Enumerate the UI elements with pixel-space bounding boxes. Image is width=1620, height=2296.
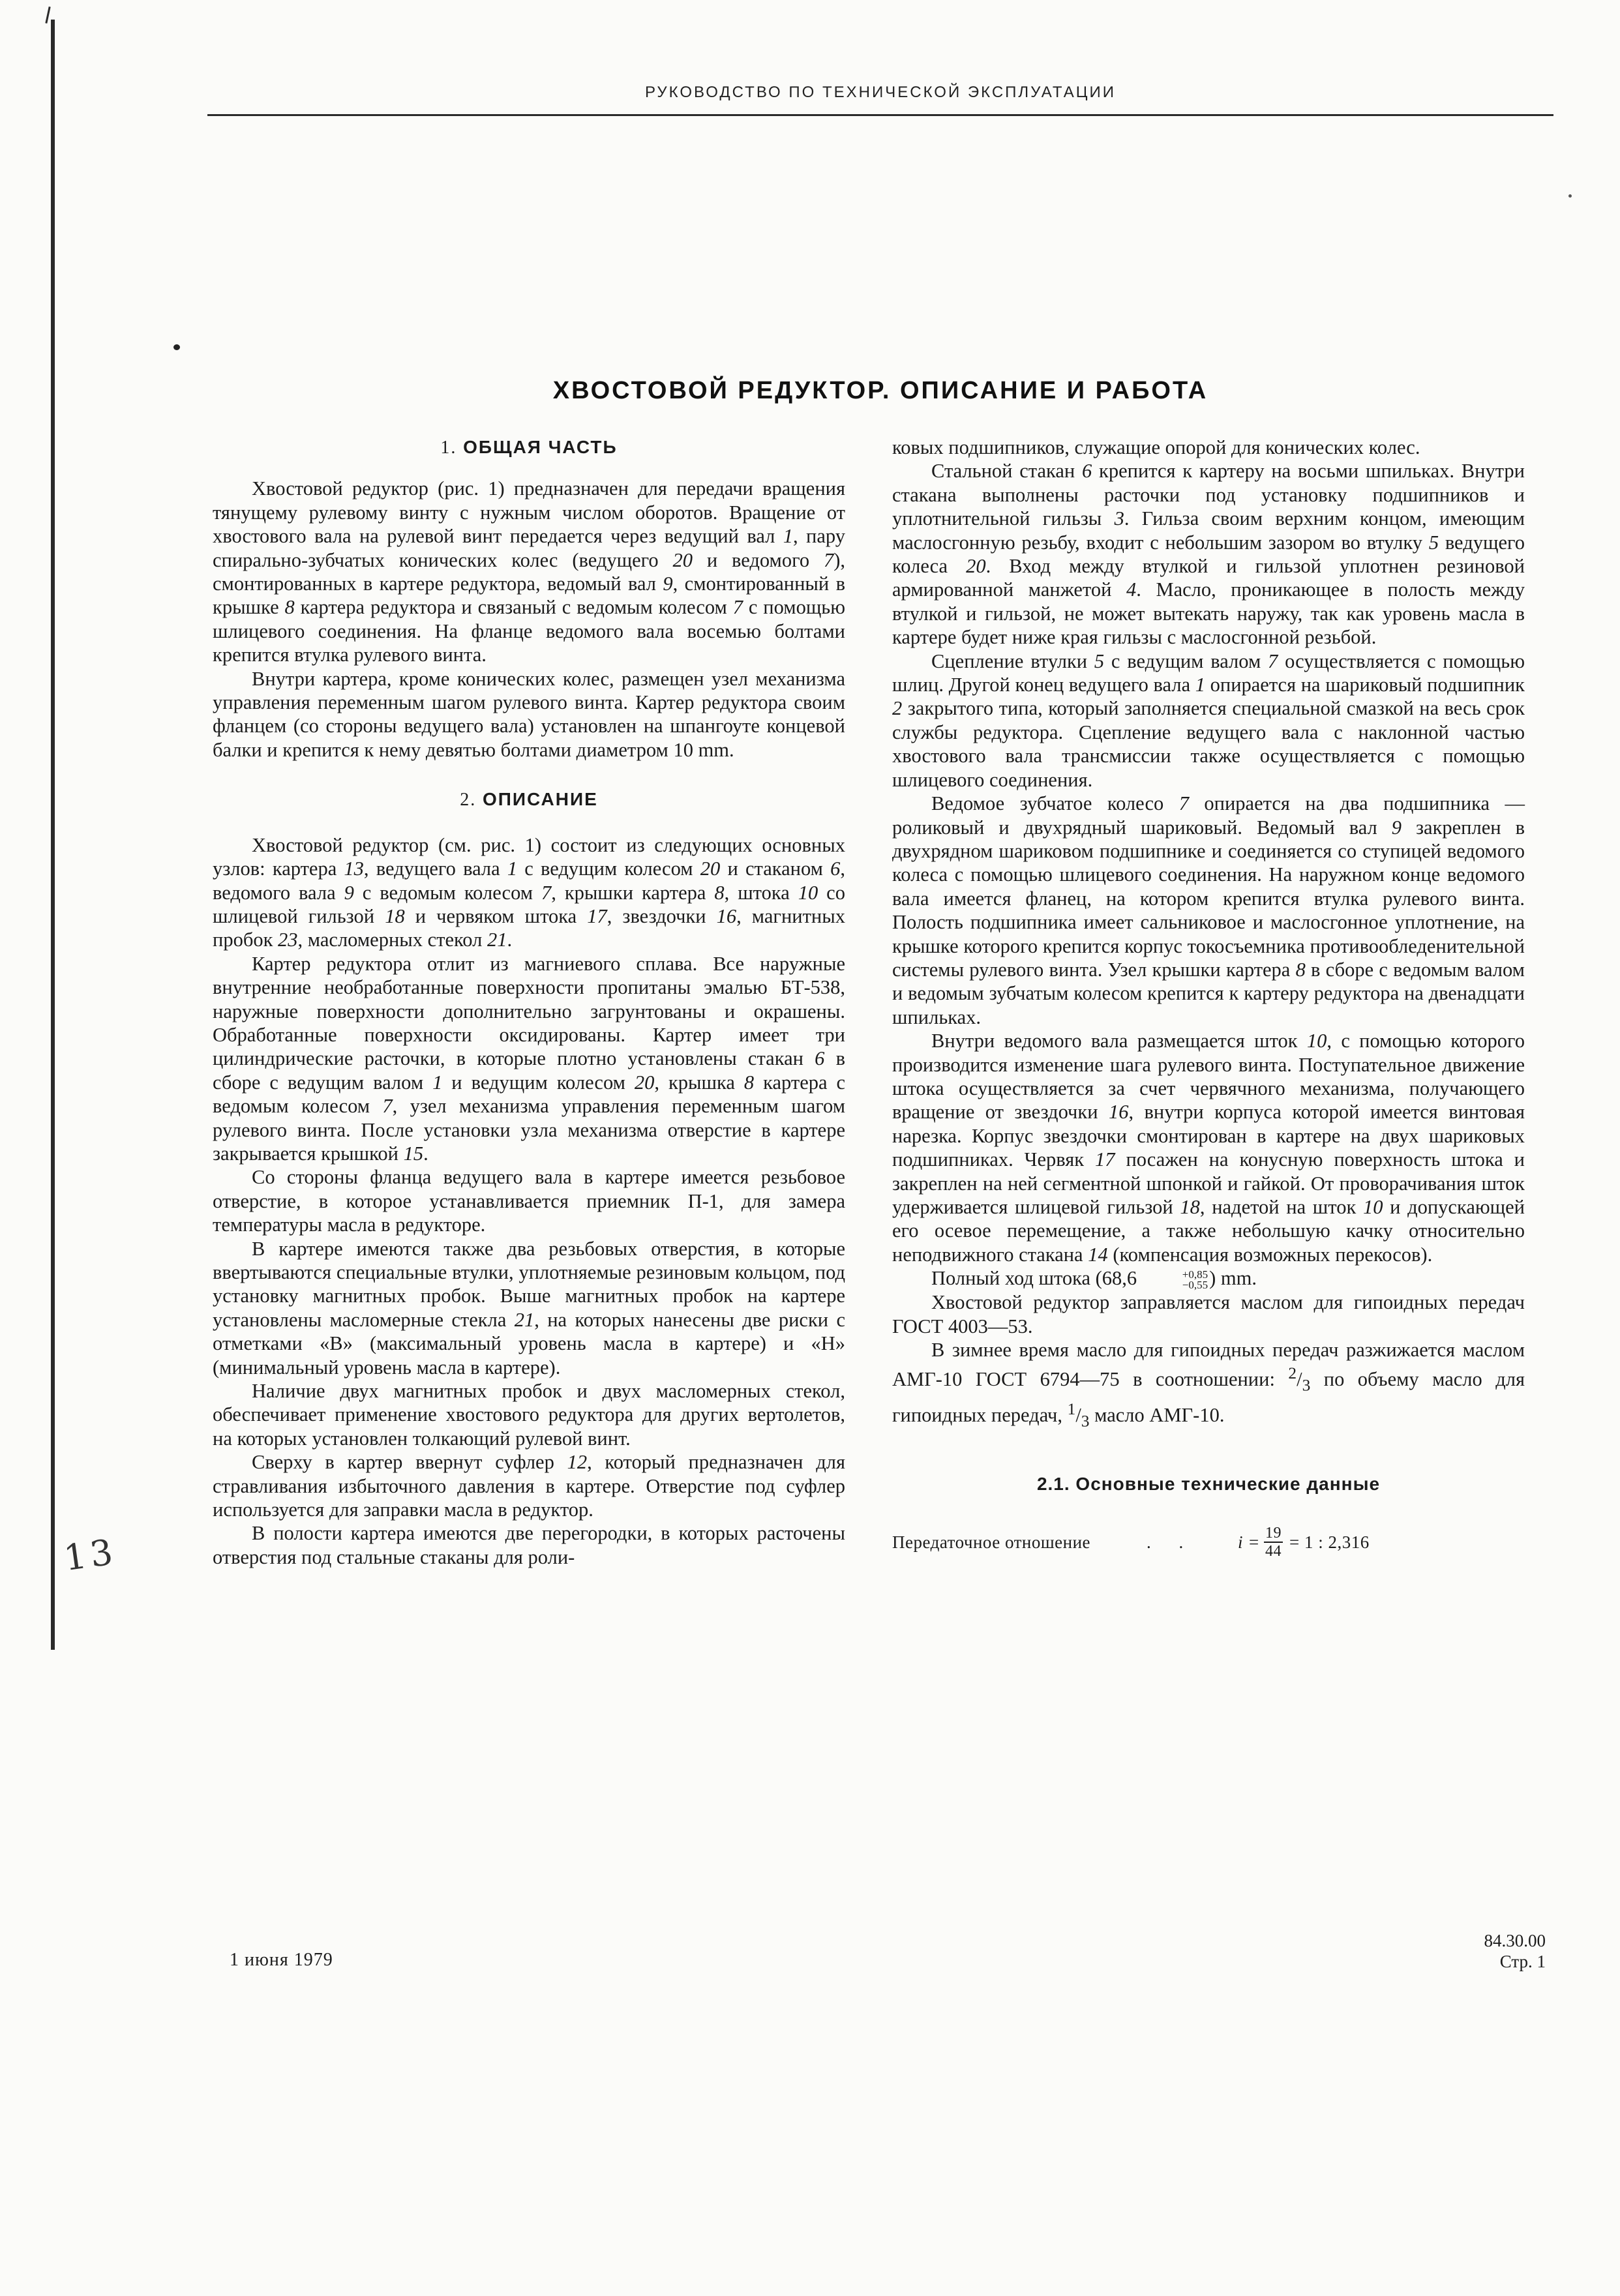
spec-label: Передаточное отношение <box>892 1532 1091 1552</box>
paragraph: Картер редуктора отлит из магниевого сплава. Все наружные внутренние необработанные поверхности пропитаны эмалью БТ-538, наружные поверхности дополнительно загрунтованы и окрашены. Обработанные поверхности оксидированы. Картер имеет три цилиндрические расточки, в которые плотно установлены стакан 6 в сборе с ведущим валом 1 и ведущим колесом 20, крышка 8 картера с ведомым колесом 7, узел механизма управления переменным шагом рулевого винта. После установки узла механизма отверстие в картере закрывается крышкой 15. <box>213 952 846 1165</box>
spec-row-gear-ratio <box>892 1525 1525 1560</box>
page-title: ХВОСТОВОЙ РЕДУКТОР. ОПИСАНИЕ И РАБОТА <box>552 377 1208 404</box>
section-2-number: 2. <box>460 790 477 811</box>
right-column <box>892 436 1525 1560</box>
section-1-title: ОБЩАЯ ЧАСТЬ <box>463 437 618 457</box>
scan-speck-small <box>1568 194 1572 198</box>
paragraph: Со стороны фланца ведущего вала в картере имеется резьбовое отверстие, в которое устанавливается приемник П-1, для замера температуры масла в редукторе. <box>213 1166 845 1236</box>
tolerance-lower: −0,55 <box>1182 1279 1208 1292</box>
scan-edge-line <box>51 20 55 1650</box>
paragraph: Наличие двух магнитных пробок и двух масломерных стекол, обеспечивает применение хвостового редуктора для других вертолетов, на которых установлен толкающий рулевой винт. <box>213 1380 845 1450</box>
paragraph: Внутри картера, кроме конических колес, размещен узел механизма управления переменным шагом рулевого винта. Картер редуктора своим фланцем (со стороны ведущего вала) установлен на шпангоуте концевой балки и крепится к нему девятью болтами диаметром 10 mm. <box>213 667 845 761</box>
tolerance-upper: +0,85 <box>1182 1268 1208 1281</box>
paragraph: В зимнее время масло для гипоидных передач разжижается маслом АМГ-10 ГОСТ 6794—75 в соотношении: $^2/_3$ по объему масло для гипоидных передач, $^1/_3$ масло АМГ-10. <box>892 1339 1525 1431</box>
margin-handwriting: 13 <box>61 1530 119 1579</box>
ratio-value: = 1 : 2,316 <box>1289 1532 1370 1552</box>
footer-date: 1 июня 1979 <box>230 1950 333 1970</box>
paragraph: В картере имеются также два резьбовых отверстия, в которые ввертываются специальные втулки, уплотняемые резиновым кольцом, под установку магнитных пробок. Выше магнитных пробок на картере установлены масломерные стекла 21, на которых нанесены две риски с отметками «В» (максимальный уровень масла в картере) и «Н» (минимальный уровень масла в картере). <box>213 1237 845 1379</box>
scan-edge-tick <box>45 7 50 23</box>
paragraph: Сцепление втулки 5 с ведущим валом 7 осуществляется с помощью шлиц. Другой конец ведущего вала 1 опирается на шариковый подшипник 2 закрытого типа, который заполняется специальной смазкой на весь срок службы редуктора. Сцепление ведущего вала с наклонной частью хвостового вала трансмиссии также осуществляется с помощью шлицевого соединения. <box>892 649 1525 791</box>
paragraph: Полный ход штока (68,6 +0,85 −0,55 ) mm. <box>931 1267 1257 1292</box>
subsection-2-1-heading: 2.1. Основные технические данные <box>1036 1473 1381 1494</box>
left-column <box>213 436 845 1569</box>
spec-leader-dots: . . <box>1147 1532 1195 1552</box>
fraction <box>1264 1525 1283 1560</box>
section-1-number: 1. <box>440 438 457 458</box>
paragraph: ковых подшипников, служащие опорой для конических колес. <box>892 436 1420 458</box>
paragraph: Сверху в картер ввернут суфлер 12, который предназначен для стравливания избыточного давления в картере. Отверстие под суфлер используется для заправки масла в редуктор. <box>213 1451 845 1521</box>
tolerance <box>1143 1270 1208 1290</box>
running-header: РУКОВОДСТВО ПО ТЕХНИЧЕСКОЙ ЭКСПЛУАТАЦИИ <box>644 83 1117 101</box>
section-1-heading <box>213 436 845 460</box>
fraction-denominator: 44 <box>1265 1543 1282 1560</box>
scan-speck <box>173 344 180 350</box>
gear-ratio-formula <box>1238 1525 1370 1560</box>
paragraph: Хвостовой редуктор (см. рис. 1) состоит из следующих основных узлов: картера 13, ведущего вала 1 с ведущим колесом 20 и стаканом 6, ведомого вала 9 с ведомым колесом 7, крышки картера 8, штока 10 со шлицевой гильзой 18 и червяком штока 17, звездочки 16, магнитных пробок 23, масломерных стекол 21. <box>213 833 845 951</box>
paragraph: Внутри ведомого вала размещается шток 10, с помощью которого производится изменение шага рулевого винта. Поступательное движение штока осуществляется за счет червячного механизма, получающего вращение от звездочки 16, внутри корпуса которой имеется винтовая нарезка. Корпус звездочки смонтирован в картере на двух шариковых подшипниках. Червяк 17 посажен на конусную поверхность штока и закреплен на ней сегментной шпонкой и гайкой. От проворачивания шток удерживается шлицевой гильзой 18, надетой на шток 10 и допускающей его осевое перемещение, а также небольшую качку относительно неподвижного стакана 14 (компенсация возможных перекосов). <box>892 1030 1525 1266</box>
footer-page-info <box>1435 1930 1546 1972</box>
paragraph: Хвостовой редуктор (рис. 1) предназначен для передачи вращения тянущему рулевому винту с нужным числом оборотов. Вращение от хвостового вала на рулевой винт передается через ведущий вал 1, пару спирально-зубчатых конических колес (ведущего 20 и ведомого 7), смонтированных в картере редуктора, ведомый вал 9, смонтированный в крышке 8 картера редуктора и связаный с ведомым колесом 7 с помощью шлицевого соединения. На фланце ведомого вала восемью болтами крепится втулка рулевого винта. <box>213 477 846 666</box>
paragraph: В полости картера имеются две перегородки, в которых расточены отверстия под стальные стаканы для роли- <box>213 1522 845 1568</box>
document-code: 84.30.00 <box>1484 1931 1546 1950</box>
paragraph: Хвостовой редуктор заправляется маслом для гипоидных передач ГОСТ 4003—53. <box>892 1291 1525 1337</box>
paragraph: Стальной стакан 6 крепится к картеру на восьми шпильках. Внутри стакана выполнены расточки под установку подшипников и уплотнительной гильзы 3. Гильза своим верхним концом, имеющим маслосгонную резьбу, входит с небольшим зазором во втулку 5 ведущего колеса 20. Вход между втулкой и гильзой уплотнен резиновой армированной манжетой 4. Масло, проникающее в полость между втулкой и гильзой, не может вытекать наружу, так как уровень масла в картере будет ниже края гильзы с маслосгонной резьбой. <box>892 460 1525 649</box>
section-2-heading <box>213 788 845 812</box>
section-2-title: ОПИСАНИЕ <box>482 789 598 810</box>
fraction-numerator: 19 <box>1265 1525 1282 1542</box>
formula-variable: i = <box>1238 1532 1260 1552</box>
header-rule <box>207 114 1553 116</box>
page-number: Стр. 1 <box>1499 1952 1546 1971</box>
paragraph: Ведомое зубчатое колесо 7 опирается на два подшипника — роликовый и двухрядный шариковый. Ведомый вал 9 закреплен в двухрядном шариковом подшипнике и соединяется со ступицей ведомого колеса с помощью шлицевого соединения. На наружном конце ведомого вала имеется фланец, на котором крепится втулка рулевого винта. Полость подшипника имеет сальниковое и маслосгонное уплотнение, на крышке которого крепится корпус токосъемника противообледенительной системы рулевого винта. Узел крышки картера 8 в сборе с ведомым валом и ведомым зубчатым колесом крепится к картеру редуктора на двенадцати шпильках. <box>892 792 1525 1028</box>
